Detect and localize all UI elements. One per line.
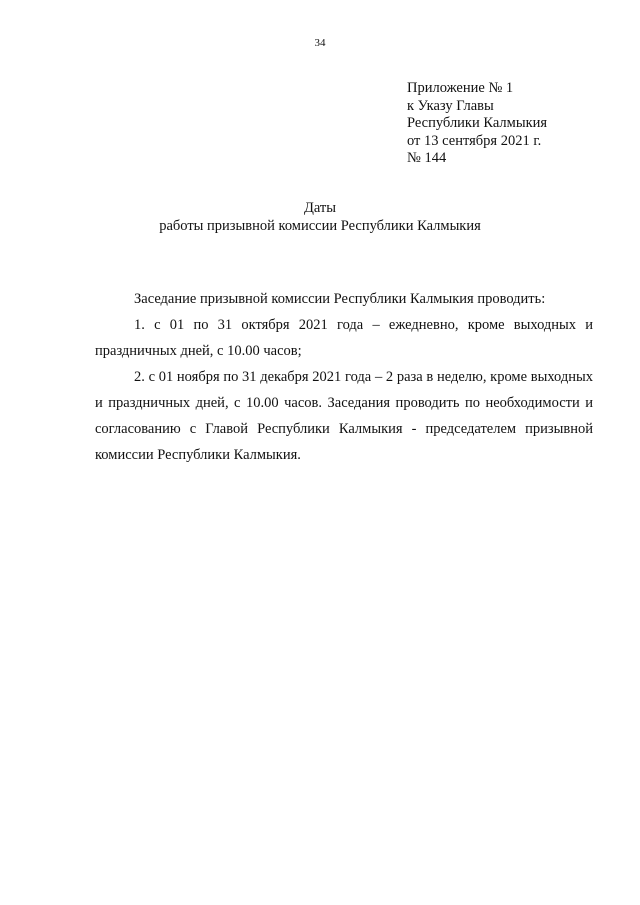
page-number: 34 <box>314 37 326 49</box>
appendix-line-2: к Указу Главы <box>407 97 494 114</box>
title-line-2: работы призывной комиссии Республики Калмыкия <box>159 218 481 234</box>
appendix-block <box>407 80 547 168</box>
document-title <box>0 199 640 235</box>
intro-paragraph: Заседание призывной комиссии Республики Калмыкия проводить: <box>134 291 546 307</box>
appendix-line-5: № 144 <box>407 150 447 166</box>
item-2-paragraph: 2. с 01 ноября по 31 декабря 2021 года – 2 раза в неделю, кроме выходных и праздничных дней, с 10.00 часов. Заседания проводить по необходимости и согласованию с Главой Республики Калмыкия - председателем призывной комиссии Республики Калмыкия. <box>95 369 593 463</box>
appendix-line-3: Республики Калмыкия <box>407 115 548 131</box>
appendix-line-4: от 13 сентября 2021 г. <box>407 132 542 149</box>
title-line-1: Даты <box>303 200 337 216</box>
item-1-paragraph: 1. с 01 по 31 октября 2021 года – ежедневно, кроме выходных и праздничных дней, с 10.00 часов; <box>95 317 593 359</box>
document-body <box>95 286 593 468</box>
appendix-line-1: Приложение № 1 <box>407 80 514 96</box>
